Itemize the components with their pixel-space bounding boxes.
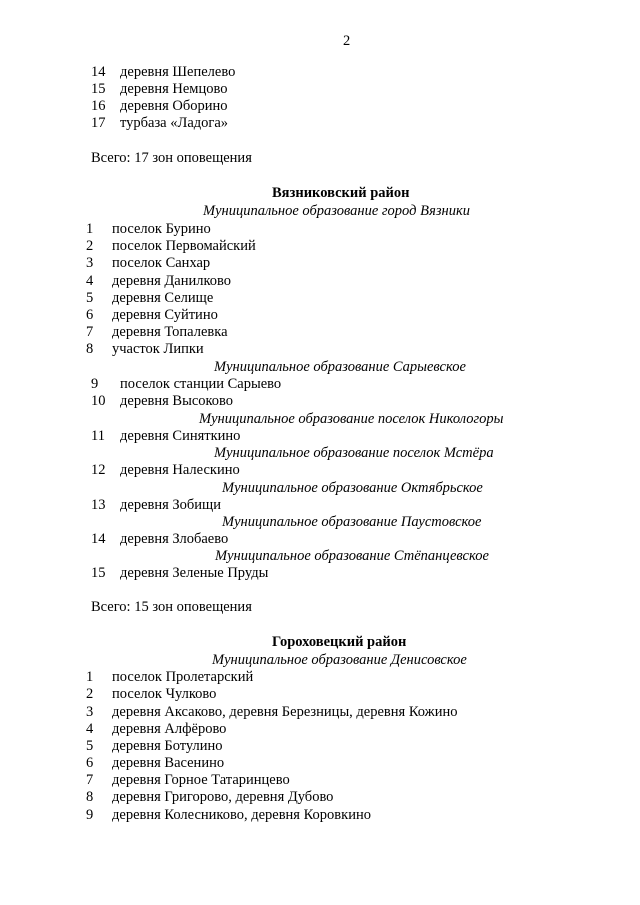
list-item: деревня Григорово, деревня Дубово [112,789,334,805]
list-item-number: 10 [91,393,106,409]
list-item-number: 9 [86,807,94,823]
list-item: турбаза «Ладога» [120,115,229,131]
list-item: деревня Шепелево [120,64,236,80]
list-item: деревня Алфёрово [112,721,227,737]
list-item: поселок Бурино [112,221,211,237]
list-item-number: 5 [86,738,94,754]
list-item: поселок станции Сарыево [120,376,282,392]
list-item-number: 2 [86,238,94,254]
list-item-number: 1 [86,669,94,685]
municipality-heading: Муниципальное образование Денисовское [212,652,467,668]
list-item: деревня Зобищи [120,497,221,513]
list-item-number: 14 [91,64,106,80]
list-item-number: 17 [91,115,106,131]
municipality-heading: Муниципальное образование Октябрьское [222,480,483,496]
list-item-number: 7 [86,772,94,788]
total-line: Всего: 15 зон оповещения [91,599,252,615]
list-item: поселок Санхар [112,255,211,271]
municipality-heading: Муниципальное образование поселок Мстёра [214,445,494,461]
page-number: 2 [343,33,351,49]
municipality-heading: Муниципальное образование поселок Никологоры [199,411,504,427]
list-item-number: 8 [86,789,94,805]
list-item-number: 13 [91,497,106,513]
municipality-heading: Муниципальное образование город Вязники [203,203,470,219]
list-item: деревня Селище [112,290,214,306]
list-item: деревня Ботулино [112,738,223,754]
municipality-heading: Муниципальное образование Паустовское [222,514,482,530]
list-item: деревня Высоково [120,393,234,409]
list-item-number: 4 [86,273,94,289]
municipality-heading: Муниципальное образование Сарыевское [214,359,466,375]
list-item-number: 14 [91,531,106,547]
list-item: деревня Злобаево [120,531,229,547]
total-line: Всего: 17 зон оповещения [91,150,252,166]
list-item-number: 4 [86,721,94,737]
section-title: Вязниковский район [272,185,410,201]
list-item: деревня Зеленые Пруды [120,565,269,581]
list-item-number: 2 [86,686,94,702]
list-item-number: 3 [86,704,94,720]
list-item-number: 5 [86,290,94,306]
list-item-number: 12 [91,462,106,478]
list-item-number: 16 [91,98,106,114]
list-item: деревня Колесниково, деревня Коровкино [112,807,371,823]
list-item: деревня Данилково [112,273,232,289]
list-item-number: 1 [86,221,94,237]
list-item-number: 15 [91,81,106,97]
list-item-number: 6 [86,307,94,323]
list-item: поселок Чулково [112,686,217,702]
municipality-heading: Муниципальное образование Стёпанцевское [215,548,489,564]
list-item: деревня Аксаково, деревня Березницы, деревня Кожино [112,704,458,720]
list-item-number: 6 [86,755,94,771]
list-item-number: 15 [91,565,106,581]
list-item: поселок Первомайский [112,238,256,254]
list-item: деревня Немцово [120,81,228,97]
list-item-number: 7 [86,324,94,340]
list-item-number: 9 [91,376,99,392]
list-item: поселок Пролетарский [112,669,254,685]
list-item: деревня Синяткино [120,428,241,444]
list-item: деревня Горное Татаринцево [112,772,290,788]
section-title: Гороховецкий район [272,634,407,650]
list-item-number: 8 [86,341,94,357]
list-item: деревня Налескино [120,462,240,478]
list-item: деревня Топалевка [112,324,228,340]
list-item-number: 11 [91,428,105,444]
list-item: деревня Суйтино [112,307,218,323]
list-item-number: 3 [86,255,94,271]
list-item: деревня Васенино [112,755,225,771]
list-item: деревня Оборино [120,98,228,114]
list-item: участок Липки [112,341,204,357]
